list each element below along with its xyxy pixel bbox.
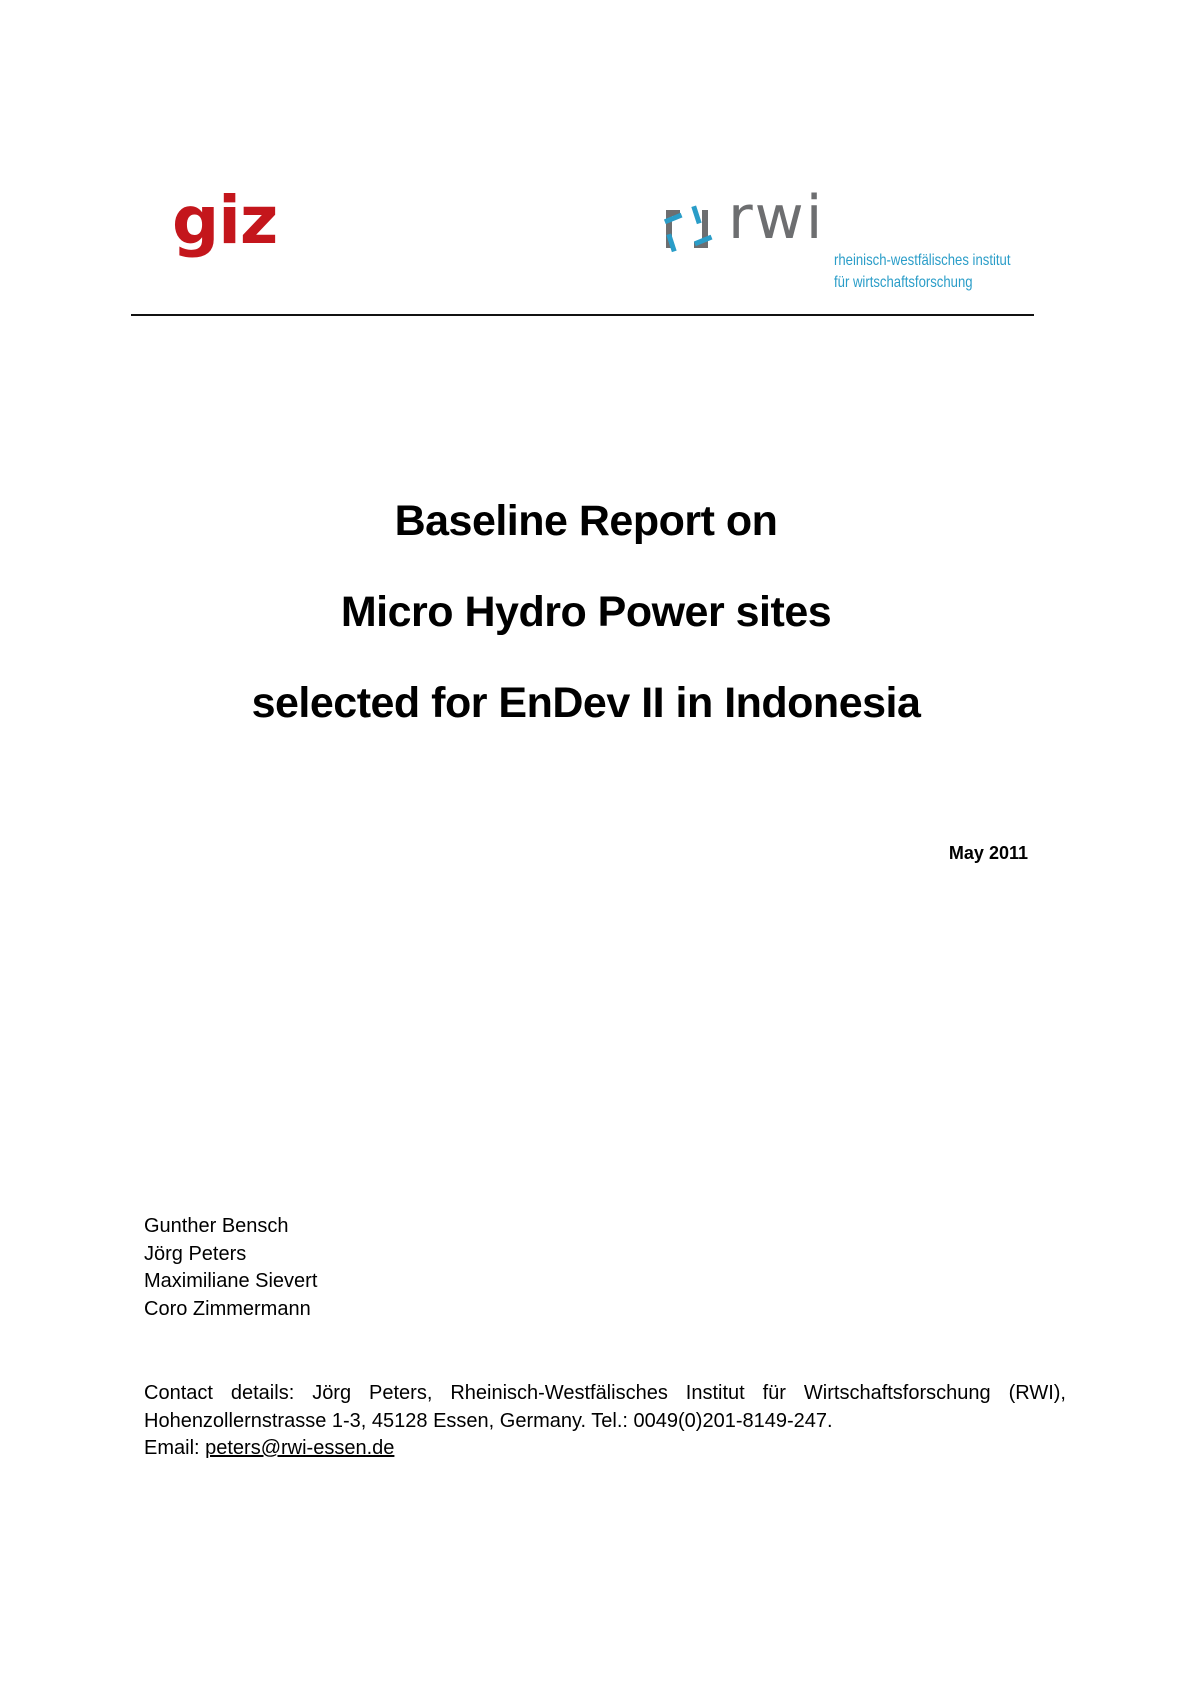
author-name: Coro Zimmermann [144,1297,311,1320]
giz-logo [172,178,282,268]
rwi-subtitle-line1: rheinisch-westfälisches institut [834,252,1011,269]
contact-word: für [762,1382,786,1404]
contact-word: Institut [685,1382,745,1404]
publication-date: May 2011 [948,843,1028,863]
contact-word: details: [230,1382,295,1404]
author-name: Jörg Peters [144,1242,247,1265]
rwi-bracket-icon [664,204,716,254]
contact-word: Peters, [369,1382,433,1404]
rwi-logo [664,183,1024,296]
rwi-logo-wordmark: rwi [728,183,825,253]
email-link[interactable]: peters@rwi-essen.de [205,1437,395,1459]
contact-email-line [144,1435,1066,1463]
title-line-3: selected for EnDev II in Indonesia [251,679,921,727]
contact-word: Wirtschaftsforschung [803,1382,991,1404]
contact-word: (RWI), [1008,1382,1066,1404]
giz-logo-text: giz [172,182,278,259]
title-line-2: Micro Hydro Power sites [340,588,832,636]
author-list [144,1213,317,1323]
contact-word: Rheinisch-Westfälisches [450,1382,668,1404]
rwi-logo-subtitle [834,250,1010,294]
contact-word: Jörg [312,1382,352,1404]
title-line-1: Baseline Report on [394,497,778,545]
author-name: Gunther Bensch [144,1215,289,1237]
header-divider [131,314,1034,316]
contact-address-line: Hohenzollernstrasse 1-3, 45128 Essen, Germany. Tel.: 0049(0)201-8149-247. [144,1409,833,1432]
author-name: Maximiliane Sievert [144,1270,318,1292]
email-label: Email: [144,1437,206,1459]
contact-word: Contact [144,1382,213,1404]
contact-line-1 [144,1380,1066,1408]
contact-details [144,1380,1066,1463]
rwi-subtitle-line2: für wirtschaftsforschung [834,274,973,291]
